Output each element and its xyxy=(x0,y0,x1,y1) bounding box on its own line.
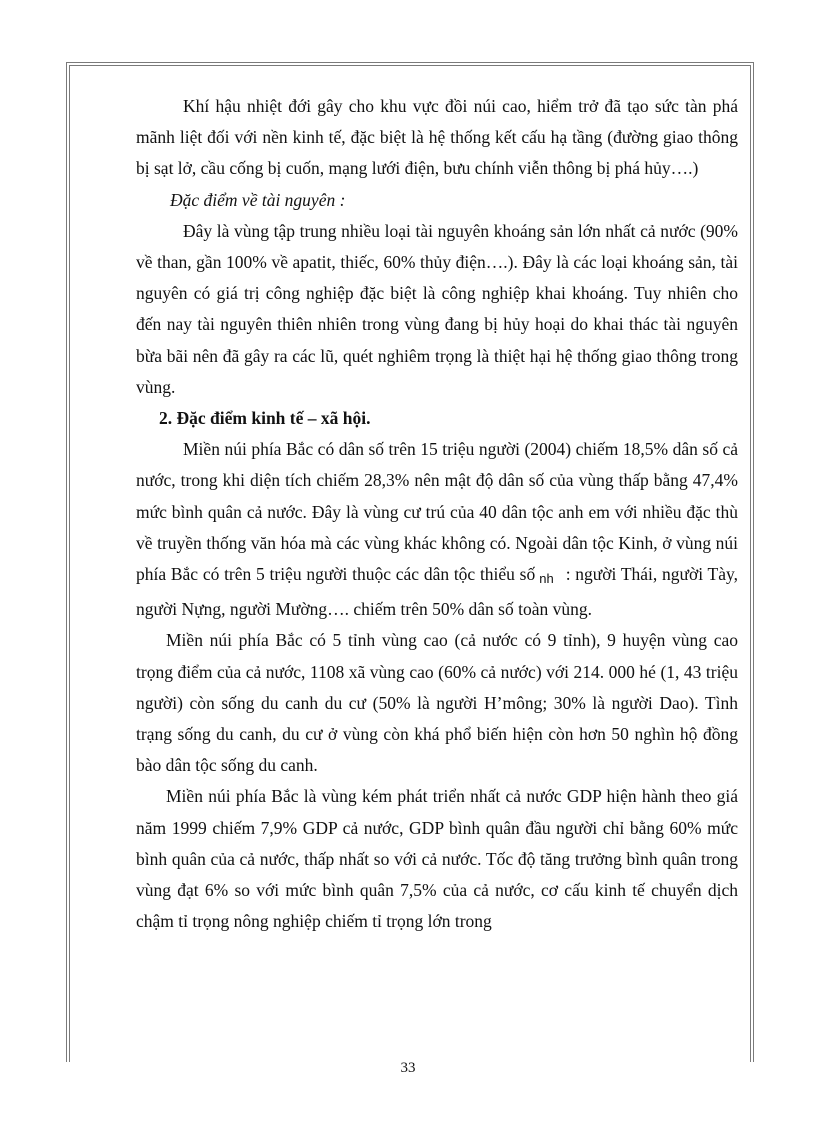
paragraph-population-text-1: Miền núi phía Bắc có dân số trên 15 triệu người (2004) chiếm 18,5% dân số cả nước, trong khi diện tích chiếm 28,3% nên mật độ dân số của vùng thấp bằng 47,4% mức bình quân cả nước. Đây là vùng cư trú của 40 dân tộc anh em với nhiều đặc thù về truyền thống văn hóa mà các vùng khác không có. Ngoài dân tộc Kinh, ở vùng núi phía Bắc có trên 5 triệu người thuộc các dân tộc thiểu số xyxy=(136,439,738,585)
heading-resources: Đặc điểm về tài nguyên : xyxy=(170,189,346,210)
heading-section-2: 2. Đặc điểm kinh tế – xã hội. xyxy=(159,408,371,429)
document-body xyxy=(136,91,738,937)
paragraph-population xyxy=(136,434,738,625)
page-number: 33 xyxy=(400,1060,416,1076)
paragraph-economy: Miền núi phía Bắc là vùng kém phát triển nhất cả nước GDP hiện hành theo giá năm 1999 chiếm 7,9% GDP cả nước, GDP bình quân đầu người chỉ bằng 60% mức bình quân của cả nước, thấp nhất so với cả nước. Tốc độ tăng trưởng bình quân trong vùng đạt 6% so với mức bình quân 7,5% của cả nước, cơ cấu kinh tế chuyển dịch chậm tỉ trọng nông nghiệp chiếm tỉ trọng lớn trong xyxy=(136,786,738,932)
paragraph-population-text-2: : người Thái, người Tày, người Nựng, người Mường…. chiếm trên 50% dân số toàn vùng. xyxy=(136,564,738,620)
inline-note-text: nh xyxy=(539,571,554,587)
paragraph-resources: Đây là vùng tập trung nhiều loại tài nguyên khoáng sản lớn nhất cả nước (90% về than, gần 100% về apatit, thiếc, 60% thủy điện….). Đây là các loại khoáng sản, tài nguyên có giá trị công nghiệp đặc biệt là công nghiệp khai khoáng. Tuy nhiên cho đến nay tài nguyên thiên nhiên trong vùng đang bị hủy hoại do khai thác tài nguyên bừa bãi nên đã gây ra các lũ, quét nghiêm trọng là thiệt hại hệ thống giao thông trong vùng. xyxy=(136,220,738,397)
paragraph-highland: Miền núi phía Bắc có 5 tỉnh vùng cao (cả nước có 9 tỉnh), 9 huyện vùng cao trọng điểm của cả nước, 1108 xã vùng cao (60% cả nước) với 214. 000 hé (1, 43 triệu người) còn sống du canh du cư (50% là người H’mông; 30% là người Dao). Tình trạng sống du canh, du cư ở vùng còn khá phổ biến hiện còn hơn 50 nghìn hộ đồng bào dân tộc sống du canh. xyxy=(136,630,738,776)
paragraph-climate: Khí hậu nhiệt đới gây cho khu vực đồi núi cao, hiểm trở đã tạo sức tàn phá mãnh liệt đối với nền kinh tế, đặc biệt là hệ thống kết cấu hạ tầng (đường giao thông bị sạt lở, cầu cống bị cuốn, mạng lưới điện, bưu chính viễn thông bị phá hủy….) xyxy=(136,96,738,179)
